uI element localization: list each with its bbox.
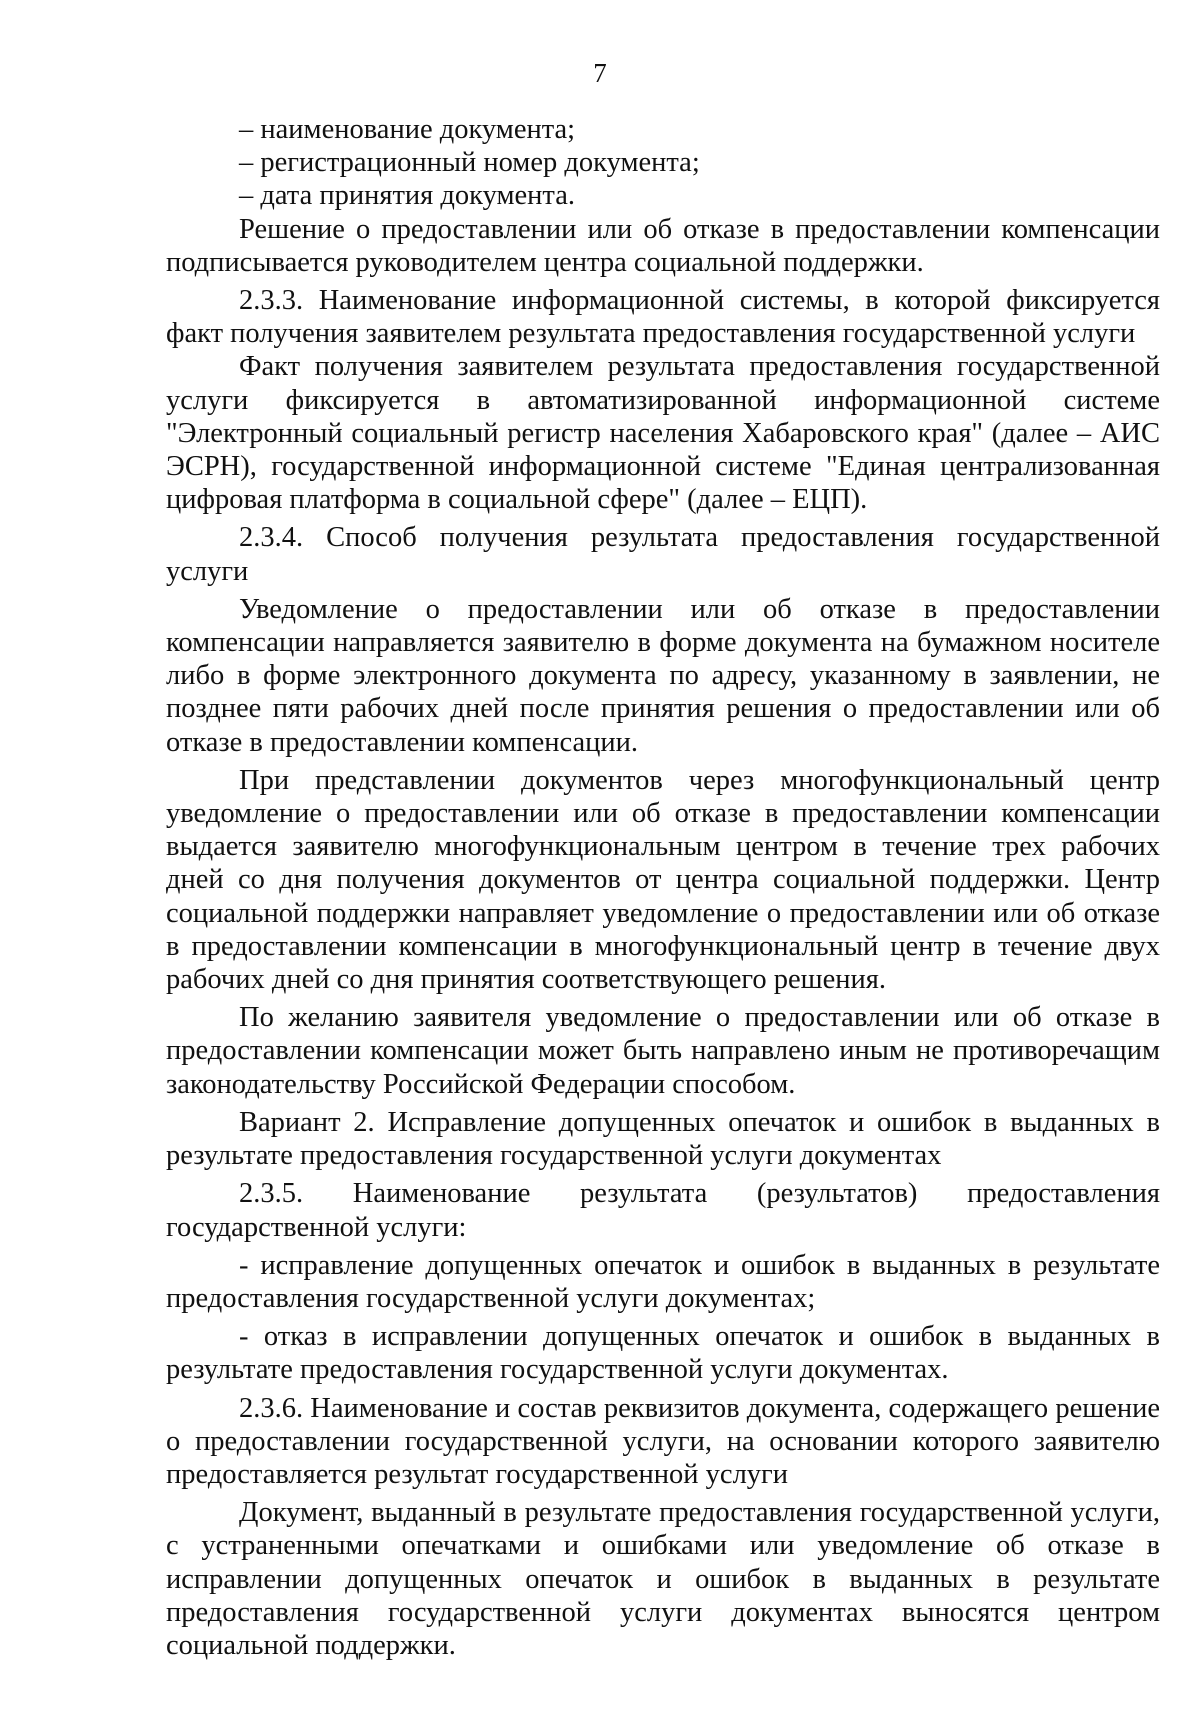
section-heading-2-3-6: 2.3.6. Наименование и состав реквизитов документа, содержащего решение о предоставлении государственной услуги, на основании которого заявителю предоставляется результат государственной услуги [166,1392,1160,1490]
paragraph-notification-method: Уведомление о предоставлении или об отказе в предоставлении компенсации направляется заявителю в форме документа на бумажном носителе либо в форме электронного документа по адресу, указанному в заявлении, не позднее пяти рабочих дней после принятия решения о предоставлении или об отказе в предоставлении компенсации. [166,593,1160,758]
list-item-refusal: - отказ в исправлении допущенных опечаток и ошибок в выданных в результате предоставления государственной услуги документах. [166,1321,1160,1386]
variant-2-heading: Вариант 2. Исправление допущенных опечаток и ошибок в выданных в результате предоставления государственной услуги документах [166,1106,1160,1172]
list-item-document-name: – наименование документа; [239,114,576,145]
paragraph-mfc-notification: При представлении документов через многофункциональный центр уведомление о предоставлении или об отказе в предоставлении компенсации выдается заявителю многофункциональным центром в течение трех рабочих дней со дня получения документов от центра социальной поддержки. Центр социальной поддержки направляет уведомление о предоставлении или об отказе в предоставлении компенсации в многофункциональный центр в течение двух рабочих дней со дня принятия соответствующего решения. [166,764,1160,996]
document-body [166,113,1160,1662]
paragraph-applicant-request: По желанию заявителя уведомление о предоставлении или об отказе в предоставлении компенсации может быть направлено иным не противоречащим законодательству Российской Федерации способом. [166,1002,1160,1100]
section-heading-2-3-3: 2.3.3. Наименование информационной системы, в которой фиксируется факт получения заявителем результата предоставления государственной услуги [166,285,1160,350]
paragraph-decision-signing: Решение о предоставлении или об отказе в предоставлении компенсации подписывается руководителем центра социальной поддержки. [166,213,1160,278]
section-heading-2-3-5: 2.3.5. Наименование результата (результатов) предоставления государственной услуги: [166,1178,1160,1243]
paragraph-information-system: Факт получения заявителем результата предоставления государственной услуги фиксируется в автоматизированной информационной системе "Электронный социальный регистр населения Хабаровского края" (далее – АИС ЭСРН), государственной информационной системе "Единая централизованная цифровая платформа в социальной сфере" (далее – ЕЦП). [166,351,1160,516]
page-number: 7 [593,58,607,88]
list-item-correction: - исправление допущенных опечаток и ошибок в выданных в результате предоставления государственной услуги документах; [166,1249,1160,1314]
list-item-registration-number: – регистрационный номер документа; [239,147,700,179]
section-heading-2-3-4: 2.3.4. Способ получения результата предоставления государственной услуги [166,522,1160,587]
paragraph-corrected-document: Документ, выданный в результате предоставления государственной услуги, с устраненными опечатками и ошибками или уведомление об отказе в исправлении допущенных опечаток и ошибок в выданных в результате предоставления государственной услуги документах выносятся центром социальной поддержки. [166,1497,1160,1661]
list-item-adoption-date: – дата принятия документа. [239,180,576,212]
